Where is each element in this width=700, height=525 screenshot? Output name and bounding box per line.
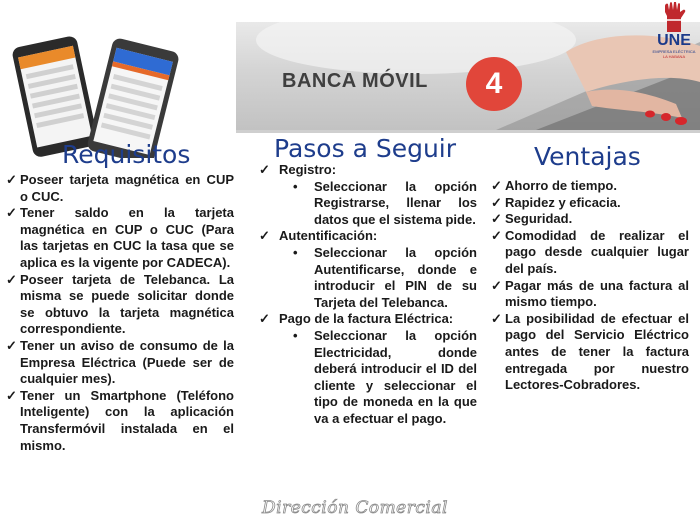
check-icon: ✓ — [259, 228, 270, 244]
list-item: ✓ Poseer tarjeta de Telebanca. La misma se puede solicitar donde se obtuvo la tarjeta magnética correspondiente. — [6, 271, 234, 337]
list-item: ✓ Tener saldo en la tarjeta magnética en CUP o CUC (Para las tarjetas en CUC la tasa que se aplica es la vigente por CADECA). — [6, 205, 234, 270]
logo-line2: LA HABANA — [662, 54, 686, 59]
step-title: ✓ Autentificación: — [259, 228, 378, 244]
check-icon: ✓ — [6, 172, 17, 187]
check-icon: ✓ — [491, 277, 502, 293]
check-icon: ✓ — [491, 211, 502, 227]
step-detail: • Seleccionar la opción Registrarse, llenar los datos que el sistema pide. — [293, 178, 477, 227]
check-icon: ✓ — [259, 162, 270, 177]
logo-line1: EMPRESA ELÉCTRICA — [652, 49, 696, 54]
bullet-dot-icon: • — [293, 178, 298, 194]
banner-title: BANCA MÓVIL — [282, 70, 428, 92]
une-logo — [650, 2, 698, 72]
pasos-list — [257, 162, 477, 428]
check-icon: ✓ — [491, 310, 502, 326]
check-icon: ✓ — [491, 227, 502, 243]
ventajas-heading: Ventajas — [534, 142, 641, 171]
raised-fist-icon — [661, 2, 687, 32]
list-item: ✓ Poseer tarjeta magnética en CUP o CUC. — [6, 172, 234, 204]
step-detail: • Seleccionar la opción Autentificarse, donde e introducir el PIN de su Tarjeta del Telebanca. — [293, 244, 477, 310]
check-icon: ✓ — [6, 205, 17, 221]
bullet-dot-icon: • — [293, 327, 298, 343]
list-item: ✓ Pagar más de una factura al mismo tiempo. — [491, 277, 689, 310]
check-icon: ✓ — [6, 271, 17, 287]
list-item: ✓ La posibilidad de efectuar el pago del Servicio Eléctrico antes de tener la factura entregada por nuestro Lectores-Cobradores. — [491, 310, 689, 393]
ventajas-list — [491, 178, 689, 394]
check-icon: ✓ — [491, 178, 502, 193]
check-icon: ✓ — [491, 194, 502, 210]
smartphones-illustration — [8, 26, 184, 158]
requisitos-heading: Requisitos — [62, 140, 191, 169]
list-item: ✓ Tener un aviso de consumo de la Empresa Eléctrica (Puede ser de cualquier mes). — [6, 337, 234, 387]
list-item: ✓ Ahorro de tiempo. — [491, 178, 617, 193]
step-title: ✓ Registro: — [259, 162, 337, 177]
list-item: ✓ Seguridad. — [491, 211, 573, 227]
list-item: ✓ Rapidez y eficacia. — [491, 194, 621, 210]
logo-name: UNE — [657, 32, 691, 49]
footer-watermark: Dirección Comercial — [262, 498, 448, 518]
step-title: ✓ Pago de la factura Eléctrica: — [259, 311, 454, 327]
check-icon: ✓ — [259, 311, 270, 327]
bullet-dot-icon: • — [293, 244, 298, 260]
step-detail: • Seleccionar la opción Electricidad, donde deberá introducir el ID del cliente y seleccionar el tipo de moneda en la que va a efectuar el pago. — [293, 327, 477, 426]
list-item: ✓ Tener un Smartphone (Teléfono Inteligente) con la aplicación Transfermóvil instalada en el mismo. — [6, 387, 234, 453]
list-item: ✓ Comodidad de realizar el pago desde cualquier lugar del país. — [491, 227, 689, 276]
check-icon: ✓ — [6, 387, 17, 403]
pasos-heading: Pasos a Seguir — [274, 134, 457, 163]
requisitos-list — [6, 172, 234, 454]
step-number-badge: 4 — [466, 57, 522, 111]
banner-divider — [236, 130, 700, 133]
check-icon: ✓ — [6, 337, 17, 353]
